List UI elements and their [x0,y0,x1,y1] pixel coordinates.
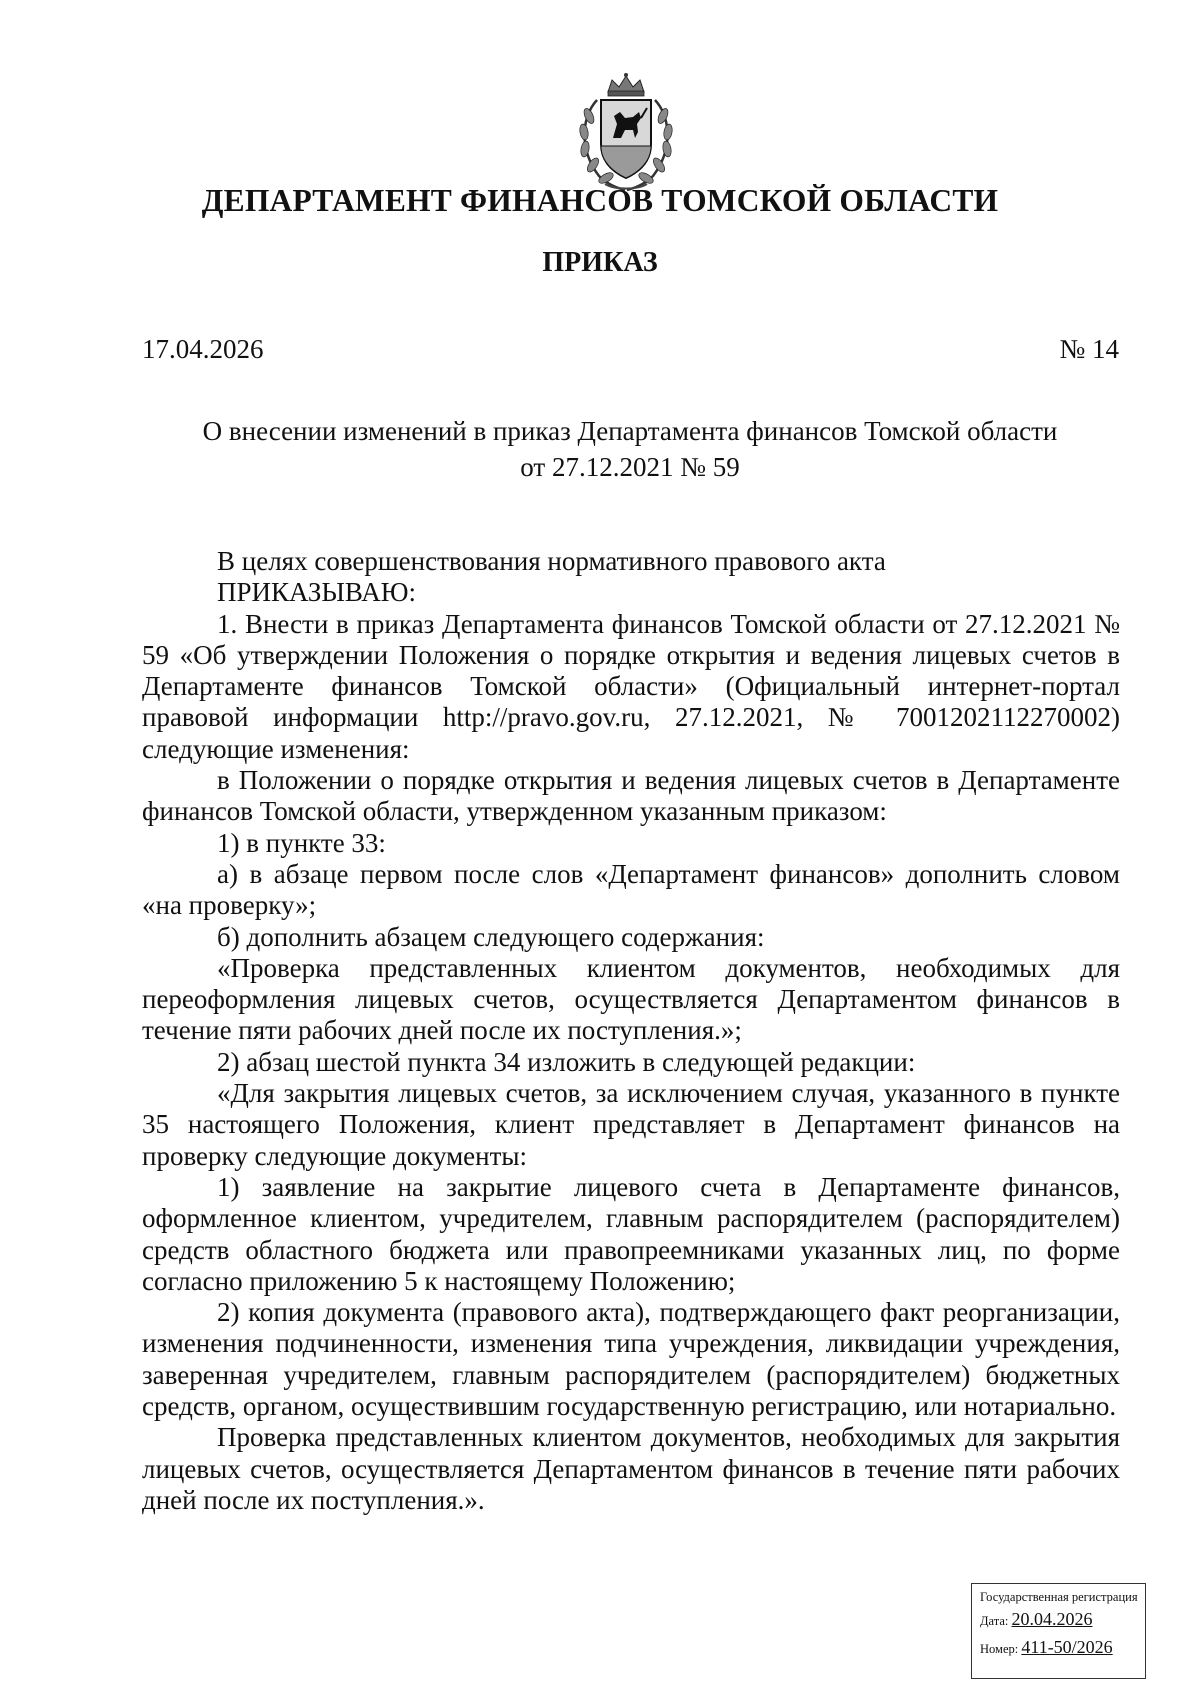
registration-stamp [971,1583,1146,1679]
body-paragraph: а) в абзаце первом после слов «Департамент финансов» дополнить словом «на проверку»; [142,858,1120,921]
body-paragraph: «Проверка представленных клиентом документов, необходимых для переоформления лицевых счетов, осуществляется Департаментом финансов в течение пяти рабочих дней после их поступления.»; [142,952,1120,1046]
body-paragraph: «Для закрытия лицевых счетов, за исключением случая, указанного в пункте 35 настоящего Положения, клиент представляет в Департамент финансов на проверку следующие документы: [142,1078,1120,1171]
registration-title: Государственная регистрация [980,1590,1138,1604]
body-paragraph: в Положении о порядке открытия и ведения лицевых счетов в Департаменте финансов Томской области, утвержденном указанным приказом: [142,765,1120,827]
order-directive: ПРИКАЗЫВАЮ: [217,577,416,608]
body-paragraph: 1) заявление на закрытие лицевого счета в Департаменте финансов, оформленное клиентом, учредителем, главным распорядителем (распорядителем) средств областного бюджета или правопреемниками указанных лиц, по форме согласно приложению 5 к настоящему Положению; [142,1171,1120,1296]
order-date: 17.04.2026 [142,334,264,364]
body-paragraph: 2) абзац шестой пункта 34 изложить в следующей редакции: [217,1046,916,1077]
preamble-paragraph: В целях совершенствования нормативного правового акта [217,546,886,576]
order-body [142,546,1120,1516]
registration-date-label: Дата: [980,1614,1009,1628]
registration-number-label: Номер: [980,1642,1019,1656]
subject-line: от 27.12.2021 № 59 [520,452,740,482]
document-type: ПРИКАЗ [542,247,658,278]
registration-number-row [980,1634,1139,1662]
organization-name: ДЕПАРТАМЕНТ ФИНАНСОВ ТОМСКОЙ ОБЛАСТИ [201,183,999,218]
body-paragraph: 2) копия документа (правового акта), подтверждающего факт реорганизации, изменения подчиненности, изменения типа учреждения, ликвидации учреждения, заверенная учредителем, главным распорядителем (распорядителем) бюджетных средств, органом, осуществившим государственную регистрацию, или нотариально. [142,1297,1120,1422]
order-number: № 14 [1059,334,1119,364]
body-paragraph: б) дополнить абзацем следующего содержания: [217,921,765,952]
registration-date: 20.04.2026 [1011,1609,1093,1629]
body-paragraph: Проверка представленных клиентом документов, необходимых для закрытия лицевых счетов, осуществляется Департаментом финансов в течение пяти рабочих дней после их поступления.». [142,1422,1120,1515]
order-subject [140,413,1120,485]
registration-date-row [980,1606,1139,1634]
subject-line: О внесении изменений в приказ Департамента финансов Томской области [202,416,1058,446]
body-paragraph: 1) в пункте 33: [217,827,386,858]
registration-number: 411-50/2026 [1021,1637,1113,1657]
body-paragraph: 1. Внести в приказ Департамента финансов Томской области от 27.12.2021 № 59 «Об утверждении Положения о порядке открытия и ведения лицевых счетов в Департаменте финансов Томской области» (Официальный интернет-портал правовой информации http://pravo.gov.ru, 27.12.2021, № 7001202112270002) следующие изменения: [142,608,1120,764]
tomsk-region-coat-of-arms-icon [567,72,685,194]
